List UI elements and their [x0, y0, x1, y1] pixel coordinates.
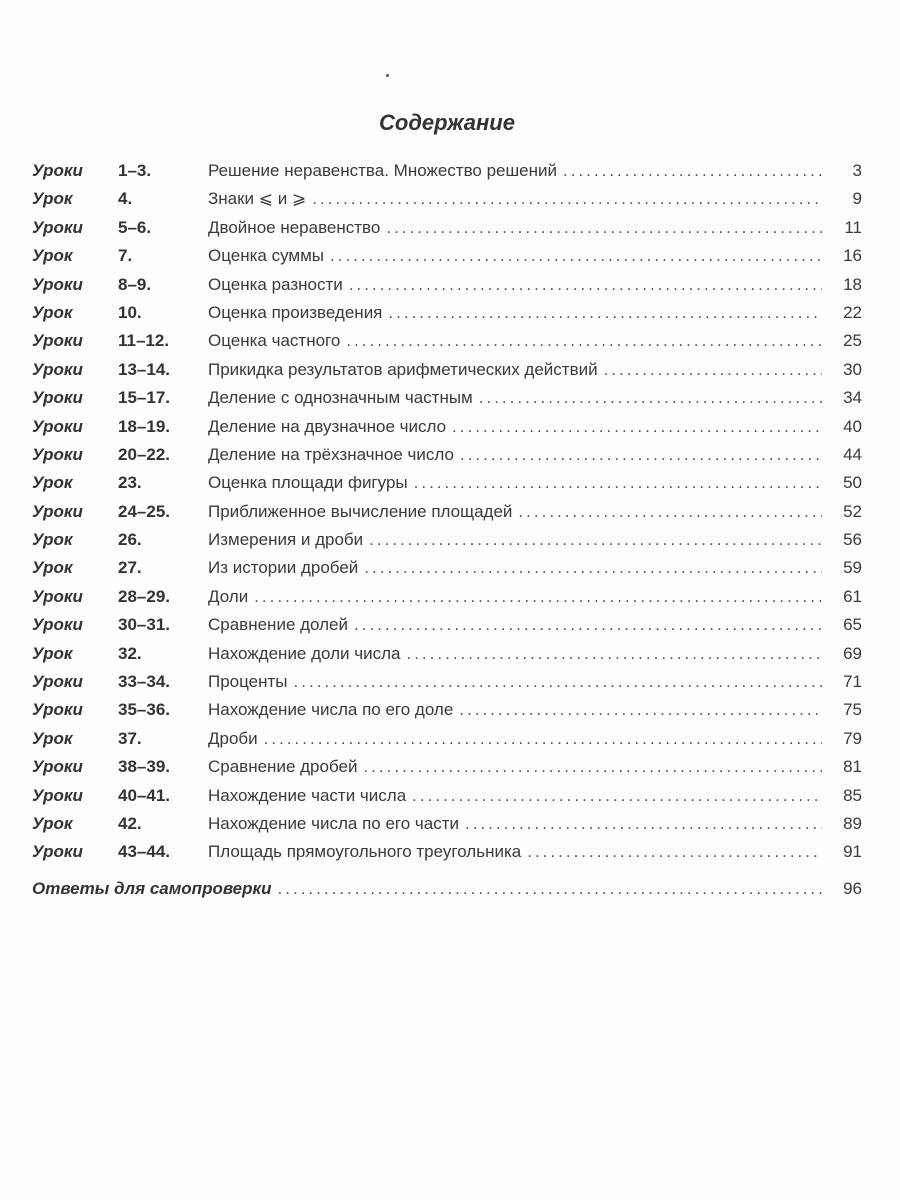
- page-number: 85: [843, 785, 862, 805]
- lesson-title: Приближенное вычисление площадей: [208, 501, 513, 521]
- toc-entry[interactable]: [32, 384, 862, 412]
- lesson-title: Прикидка результатов арифметических действий: [208, 359, 598, 379]
- toc-entry[interactable]: [32, 611, 862, 639]
- page-number: 50: [843, 473, 862, 493]
- lesson-title: Доли: [208, 586, 249, 606]
- page-number: 69: [843, 643, 862, 663]
- toc-entry[interactable]: [32, 725, 862, 753]
- answers-title: Ответы для самопроверки: [32, 878, 272, 898]
- toc-entry[interactable]: [32, 413, 862, 441]
- toc-entry[interactable]: [32, 214, 862, 242]
- dot-leader: [459, 696, 822, 724]
- lesson-kind: Уроки: [32, 615, 83, 635]
- page-number: 75: [843, 700, 862, 720]
- dot-leader: [527, 838, 822, 866]
- dot-leader: [406, 640, 822, 668]
- page-number: 3: [852, 161, 862, 180]
- lesson-kind: Уроки: [32, 331, 83, 351]
- lesson-title: Оценка суммы: [208, 246, 325, 266]
- toc-entry[interactable]: [32, 696, 862, 724]
- lesson-kind: Уроки: [32, 388, 83, 408]
- toc-entry[interactable]: [32, 242, 862, 270]
- page-number: 40: [843, 416, 862, 436]
- lesson-number: 11–12.: [118, 331, 170, 351]
- lesson-kind: Уроки: [32, 274, 83, 294]
- lesson-number: 42.: [118, 813, 142, 833]
- dot-leader: [349, 271, 822, 299]
- toc-entry[interactable]: [32, 157, 862, 185]
- dot-leader: [294, 668, 822, 696]
- dot-leader: [465, 810, 822, 838]
- page-number: 91: [843, 842, 862, 862]
- lesson-title: Нахождение доли числа: [208, 643, 401, 663]
- page-number: 56: [843, 530, 862, 550]
- lesson-title: Нахождение числа по его части: [208, 813, 459, 833]
- lesson-title: Деление на трёхзначное число: [208, 444, 454, 464]
- toc-entry[interactable]: [32, 299, 862, 327]
- lesson-number: 35–36.: [118, 700, 170, 720]
- lesson-title: Сравнение долей: [208, 615, 348, 635]
- toc-entry[interactable]: [32, 640, 862, 668]
- lesson-number: 30–31.: [118, 615, 170, 635]
- dot-leader: [264, 725, 822, 753]
- lesson-kind: Урок: [32, 473, 73, 493]
- dot-leader: [460, 441, 822, 469]
- lesson-title: Нахождение части числа: [208, 785, 407, 805]
- toc-entry[interactable]: [32, 668, 862, 696]
- lesson-title: Деление с однозначным частным: [208, 388, 473, 408]
- dot-leader: [479, 384, 822, 412]
- page-number: 44: [843, 444, 862, 464]
- toc-entry[interactable]: [32, 469, 862, 497]
- toc-entry[interactable]: [32, 526, 862, 554]
- toc-entry[interactable]: [32, 271, 862, 299]
- lesson-number: 27.: [118, 558, 142, 578]
- lesson-number: 33–34.: [118, 672, 170, 692]
- dot-leader: [312, 185, 822, 213]
- lesson-kind: Урок: [32, 302, 73, 322]
- dot-leader: [364, 554, 822, 582]
- lesson-kind: Урок: [32, 558, 73, 578]
- page-number: 9: [852, 189, 862, 209]
- lesson-kind: Урок: [32, 813, 73, 833]
- page-number: 96: [843, 878, 862, 898]
- toc-entry[interactable]: [32, 498, 862, 526]
- dot-leader: [330, 242, 822, 270]
- lesson-title: Оценка произведения: [208, 302, 383, 322]
- dot-leader: [254, 583, 822, 611]
- speck: [386, 74, 389, 77]
- toc-entry-answers[interactable]: [32, 875, 862, 903]
- lesson-kind: Уроки: [32, 700, 83, 720]
- lesson-number: 24–25.: [118, 501, 170, 521]
- toc-entry[interactable]: [32, 583, 862, 611]
- lesson-kind: Уроки: [32, 501, 83, 521]
- toc-entry[interactable]: [32, 753, 862, 781]
- dot-leader: [412, 782, 822, 810]
- lesson-kind: Уроки: [32, 757, 83, 777]
- page-number: 81: [843, 757, 862, 777]
- page-number: 18: [843, 274, 862, 294]
- lesson-number: 5–6.: [118, 217, 152, 237]
- dot-leader: [346, 327, 822, 355]
- lesson-number: 32.: [118, 643, 142, 663]
- lesson-number: 28–29.: [118, 586, 170, 606]
- dot-leader: [452, 413, 822, 441]
- lesson-number: 37.: [118, 728, 142, 748]
- lesson-title: Из истории дробей: [208, 558, 359, 578]
- lesson-number: 26.: [118, 530, 142, 550]
- toc-entry[interactable]: [32, 185, 862, 213]
- page-number: 79: [843, 728, 862, 748]
- toc-entry[interactable]: [32, 441, 862, 469]
- lesson-title: Оценка частного: [208, 331, 341, 351]
- dot-leader: [278, 875, 822, 903]
- lesson-number: 43–44.: [118, 842, 170, 862]
- page-number: 25: [843, 331, 862, 351]
- page-number: 71: [843, 672, 862, 692]
- lesson-title: Нахождение числа по его доле: [208, 700, 454, 720]
- lesson-title: Сравнение дробей: [208, 757, 358, 777]
- lesson-title: Площадь прямоугольного треугольника: [208, 842, 522, 862]
- lesson-kind: Уроки: [32, 842, 83, 862]
- page-number: 65: [843, 615, 862, 635]
- dot-leader: [354, 611, 822, 639]
- page-number: 59: [843, 558, 862, 578]
- lesson-title: Знаки ⩽ и ⩾: [208, 189, 307, 209]
- page-title: Содержание: [379, 110, 515, 135]
- lesson-number: 13–14.: [118, 359, 170, 379]
- lesson-kind: Урок: [32, 530, 73, 550]
- lesson-number: 1–3.: [118, 161, 152, 180]
- toc-entry[interactable]: [32, 782, 862, 810]
- lesson-title: Оценка разности: [208, 274, 343, 294]
- toc-entry[interactable]: [32, 810, 862, 838]
- lesson-kind: Урок: [32, 189, 73, 209]
- lesson-kind: Урок: [32, 728, 73, 748]
- lesson-kind: Уроки: [32, 444, 83, 464]
- page-number: 22: [843, 302, 862, 322]
- page-number: 61: [843, 586, 862, 606]
- dot-leader: [604, 356, 822, 384]
- lesson-number: 10.: [118, 302, 142, 322]
- lesson-title: Деление на двузначное число: [208, 416, 447, 436]
- dot-leader: [414, 469, 822, 497]
- lesson-kind: Уроки: [32, 672, 83, 692]
- dot-leader: [388, 299, 822, 327]
- toc-entry[interactable]: [32, 838, 862, 866]
- lesson-title: Измерения и дроби: [208, 530, 364, 550]
- lesson-number: 23.: [118, 473, 142, 493]
- lesson-kind: Урок: [32, 246, 73, 266]
- lesson-kind: Уроки: [32, 785, 83, 805]
- lesson-kind: Уроки: [32, 161, 83, 180]
- page-number: 30: [843, 359, 862, 379]
- lesson-kind: Урок: [32, 643, 73, 663]
- lesson-kind: Уроки: [32, 586, 83, 606]
- lesson-title: Дроби: [208, 728, 258, 748]
- lesson-title: Оценка площади фигуры: [208, 473, 408, 493]
- toc-entry[interactable]: [32, 356, 862, 384]
- lesson-number: 15–17.: [118, 388, 170, 408]
- dot-leader: [386, 214, 822, 242]
- toc-entry[interactable]: [32, 554, 862, 582]
- page-number: 11: [844, 217, 862, 237]
- lesson-title: Двойное неравенство: [208, 217, 381, 237]
- dot-leader: [518, 498, 822, 526]
- lesson-number: 8–9.: [118, 274, 152, 294]
- dot-leader: [563, 157, 822, 185]
- toc-entry[interactable]: [32, 327, 862, 355]
- lesson-kind: Уроки: [32, 217, 83, 237]
- dot-leader: [363, 753, 822, 781]
- lesson-kind: Уроки: [32, 416, 83, 436]
- lesson-title: Проценты: [208, 672, 288, 692]
- lesson-number: 4.: [118, 189, 133, 209]
- lesson-number: 20–22.: [118, 444, 170, 464]
- page-number: 34: [843, 388, 862, 408]
- lesson-number: 40–41.: [118, 785, 170, 805]
- lesson-kind: Уроки: [32, 359, 83, 379]
- page-number: 89: [843, 813, 862, 833]
- lesson-number: 38–39.: [118, 757, 170, 777]
- lesson-number: 18–19.: [118, 416, 170, 436]
- page-number: 52: [843, 501, 862, 521]
- table-of-contents: [32, 157, 862, 903]
- page-number: 16: [843, 246, 862, 266]
- dot-leader: [369, 526, 822, 554]
- lesson-title: Решение неравенства. Множество решений: [208, 161, 557, 180]
- lesson-number: 7.: [118, 246, 133, 266]
